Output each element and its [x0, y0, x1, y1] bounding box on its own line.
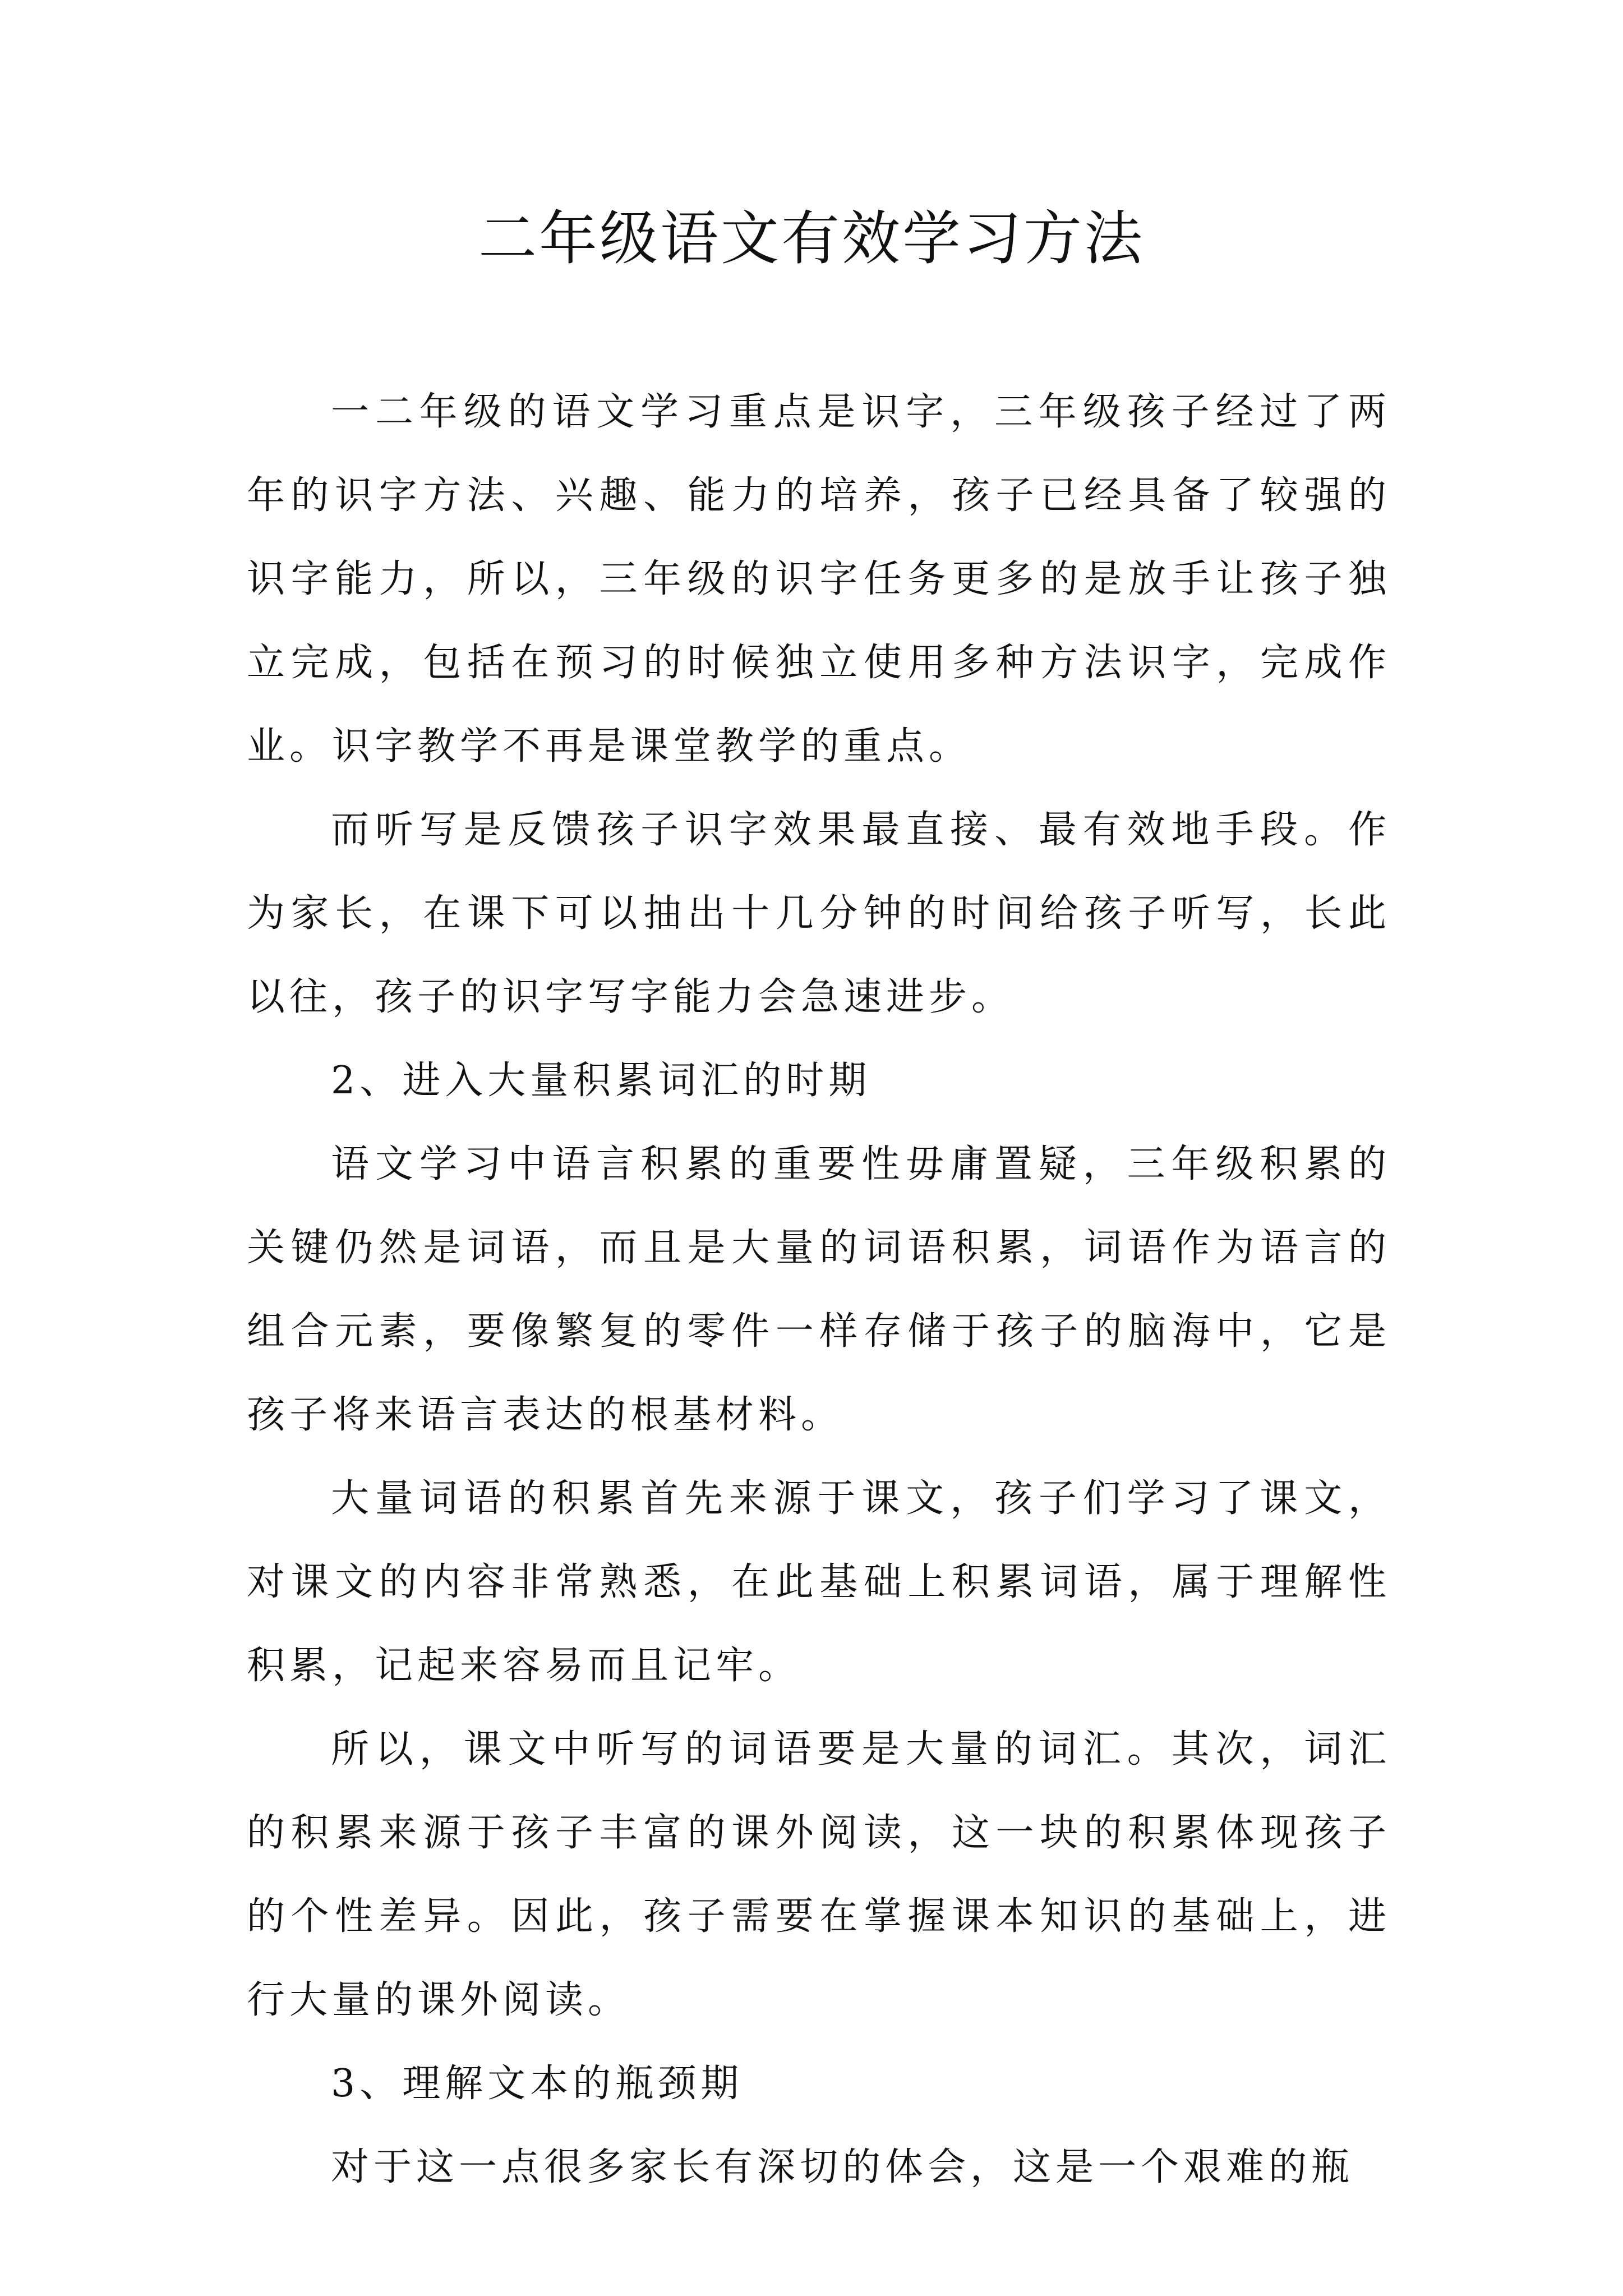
paragraph: 一二年级的语文学习重点是识字，三年级孩子经过了两年的识字方法、兴趣、能力的培养，孩子已经具备了较强的识字能力，所以，三年级的识字任务更多的是放手让孩子独立完成，包括在预习的时候独立使用多种方法识字，完成作业。识字教学不再是课堂教学的重点。 [247, 390, 1391, 769]
section-heading: 3、理解文本的瓶颈期 [331, 2062, 744, 2106]
paragraph: 大量词语的积累首先来源于课文，孩子们学习了课文，对课文的内容非常熟悉，在此基础上积累词语，属于理解性积累，记起来容易而且记牢。 [247, 1476, 1391, 1688]
section-heading: 2、进入大量积累词汇的时期 [331, 1059, 872, 1103]
paragraph: 而听写是反馈孩子识字效果最直接、最有效地手段。作为家长，在课下可以抽出十几分钟的时间给孩子听写，长此以往，孩子的识字写字能力会急速进步。 [247, 808, 1391, 1019]
paragraph: 对于这一点很多家长有深切的体会，这是一个艰难的瓶 [331, 2145, 1354, 2189]
document-body [247, 370, 1391, 2209]
paragraph: 语文学习中语言积累的重要性毋庸置疑，三年级积累的关键仍然是词语，而且是大量的词语积累，词语作为语言的组合元素，要像繁复的零件一样存储于孩子的脑海中，它是孩子将来语言表达的根基材料。 [247, 1142, 1391, 1437]
document-title: 二年级语文有效学习方法 [478, 204, 1145, 273]
paragraph: 所以，课文中听写的词语要是大量的词汇。其次，词汇的积累来源于孩子丰富的课外阅读，这一块的积累体现孩子的个性差异。因此，孩子需要在掌握课本知识的基础上，进行大量的课外阅读。 [247, 1727, 1391, 2022]
